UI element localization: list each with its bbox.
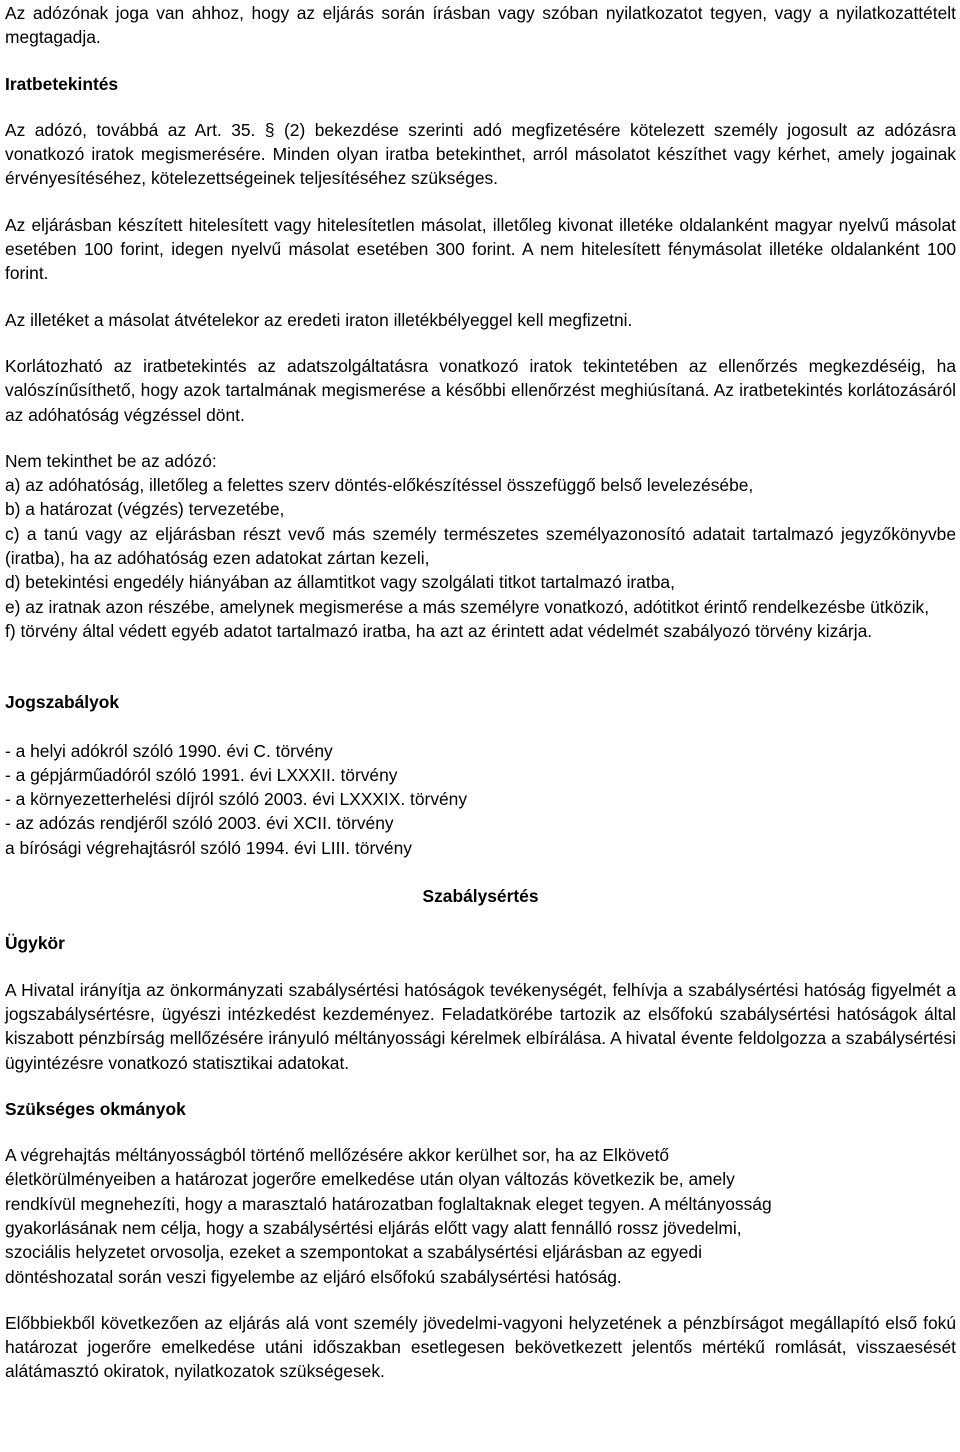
iratbetekintes-heading: Iratbetekintés bbox=[5, 73, 119, 94]
text-line: gyakorlásának nem célja, hogy a szabálysértési eljárás előtt vagy alatt fennálló rossz jövedelmi, bbox=[5, 1217, 742, 1238]
list-item: b) a határozat (végzés) tervezetébe, bbox=[5, 499, 285, 520]
exclusion-list-intro: Nem tekinthet be az adózó: bbox=[5, 450, 217, 471]
exclusion-list bbox=[5, 473, 956, 643]
okmanyok-paragraph bbox=[5, 1143, 956, 1289]
text-line: döntéshozatal során veszi figyelembe az eljáró elsőfokú szabálysértési hatóság. bbox=[5, 1266, 622, 1287]
list-item: a) az adóhatóság, illetőleg a felettes szerv döntés-előkészítéssel összefüggő belső levelezésébe, bbox=[5, 475, 754, 496]
text-line: rendkívül megnehezíti, hogy a marasztaló határozatban foglaltaknak eleget tegyen. A méltányosság bbox=[5, 1193, 772, 1214]
list-item: d) betekintési engedély hiányában az államtitkot vagy szolgálati titkot tartalmazó iratba, bbox=[5, 572, 675, 593]
iratbetekintes-paragraph-2: Az eljárásban készített hitelesített vagy hitelesítetlen másolat, illetőleg kivonat illetéke oldalanként magyar nyelvű másolat esetében 100 forint, idegen nyelvű másolat esetében 300 forint. A nem hitelesített fénymásolat illetéke oldalanként 100 forint. bbox=[5, 214, 956, 284]
text-line: életkörülményeiben a határozat jogerőre emelkedése után olyan változás következik be, amely bbox=[5, 1169, 735, 1190]
ugykor-heading: Ügykör bbox=[5, 933, 65, 954]
szabalysertes-title: Szabálysértés bbox=[422, 886, 539, 907]
list-item: e) az iratnak azon részébe, amelynek megismerése a más személyre vonatkozó, adótitkot érintő rendelkezésbe ütközik, bbox=[5, 596, 930, 617]
jogszabalyok-heading: Jogszabályok bbox=[5, 692, 120, 713]
list-item: - az adózás rendjéről szóló 2003. évi XCII. törvény bbox=[5, 813, 394, 834]
list-item: c) a tanú vagy az eljárásban részt vevő más személy természetes személyazonosító adatait tartalmazó jegyzőkönyvbe (iratba), ha az adóhatóság ezen adatokat zártan kezeli, bbox=[5, 523, 956, 569]
list-item: - a helyi adókról szóló 1990. évi C. törvény bbox=[5, 740, 333, 761]
iratbetekintes-paragraph-4: Korlátozható az iratbetekintés az adatszolgáltatásra vonatkozó iratok tekintetében az ellenőrzés megkezdéséig, ha valószínűsíthető, hogy azok tartalmának megismerése a későbbi ellenőrzést meghiúsítaná. Az iratbetekintés korlátozásáról az adóhatóság végzéssel dönt. bbox=[5, 355, 956, 425]
iratbetekintes-paragraph-1: Az adózó, továbbá az Art. 35. § (2) bekezdése szerinti adó megfizetésére kötelezett személy jogosult az adózásra vonatkozó iratok megismerésére. Minden olyan iratba betekinthet, arról másolatot készíthet vagy kérhet, amely jogainak érvényesítéséhez, kötelezettségeinek teljesítéséhez szükséges. bbox=[5, 119, 956, 189]
list-item: - a gépjárműadóról szóló 1991. évi LXXXII. törvény bbox=[5, 764, 398, 785]
text-line: A végrehajtás méltányosságból történő mellőzésére akkor kerülhet sor, ha az Elkövető bbox=[5, 1145, 670, 1166]
intro-paragraph: Az adózónak joga van ahhoz, hogy az eljárás során írásban vagy szóban nyilatkozatot tegyen, vagy a nyilatkozattételt megtagadja. bbox=[5, 3, 956, 48]
list-item: - a környezetterhelési díjról szóló 2003. évi LXXXIX. törvény bbox=[5, 789, 468, 810]
closing-paragraph: Előbbiekből következően az eljárás alá vont személy jövedelmi-vagyoni helyzetének a pénzbírságot megállapító első fokú határozat jogerőre emelkedése utáni időszakban esetlegesen bekövetkezett jelentős mértékű romlását, visszaesését alátámasztó okiratok, nyilatkozatok szükségesek. bbox=[5, 1312, 956, 1382]
okmanyok-heading: Szükséges okmányok bbox=[5, 1098, 186, 1119]
ugykor-paragraph: A Hivatal irányítja az önkormányzati szabálysértési hatóságok tevékenységét, felhívja a szabálysértési hatóság figyelmét a jogszabálysértésre, ügyészi intézkedést kezdeményez. Feladatkörébe tartozik az elsőfokú szabálysértési hatóságok által kiszabott pénzbírság mellőzésére irányuló méltányossági kérelmek elbírálása. A hivatal évente feldolgozza a szabálysértési ügyintézésre vonatkozó statisztikai adatokat. bbox=[5, 979, 956, 1073]
text-line: szociális helyzetet orvosolja, ezeket a szempontokat a szabálysértési eljárásban az egyedi bbox=[5, 1242, 702, 1263]
jogszabalyok-list bbox=[5, 739, 956, 860]
list-item: f) törvény által védett egyéb adatot tartalmazó iratba, ha azt az érintett adat védelmét szabályozó törvény kizárja. bbox=[5, 620, 873, 641]
list-item: a bírósági végrehajtásról szóló 1994. évi LIII. törvény bbox=[5, 837, 412, 858]
iratbetekintes-paragraph-3: Az illetéket a másolat átvételekor az eredeti iraton illetékbélyeggel kell megfizetni. bbox=[5, 309, 633, 330]
document-page bbox=[5, 0, 956, 1384]
